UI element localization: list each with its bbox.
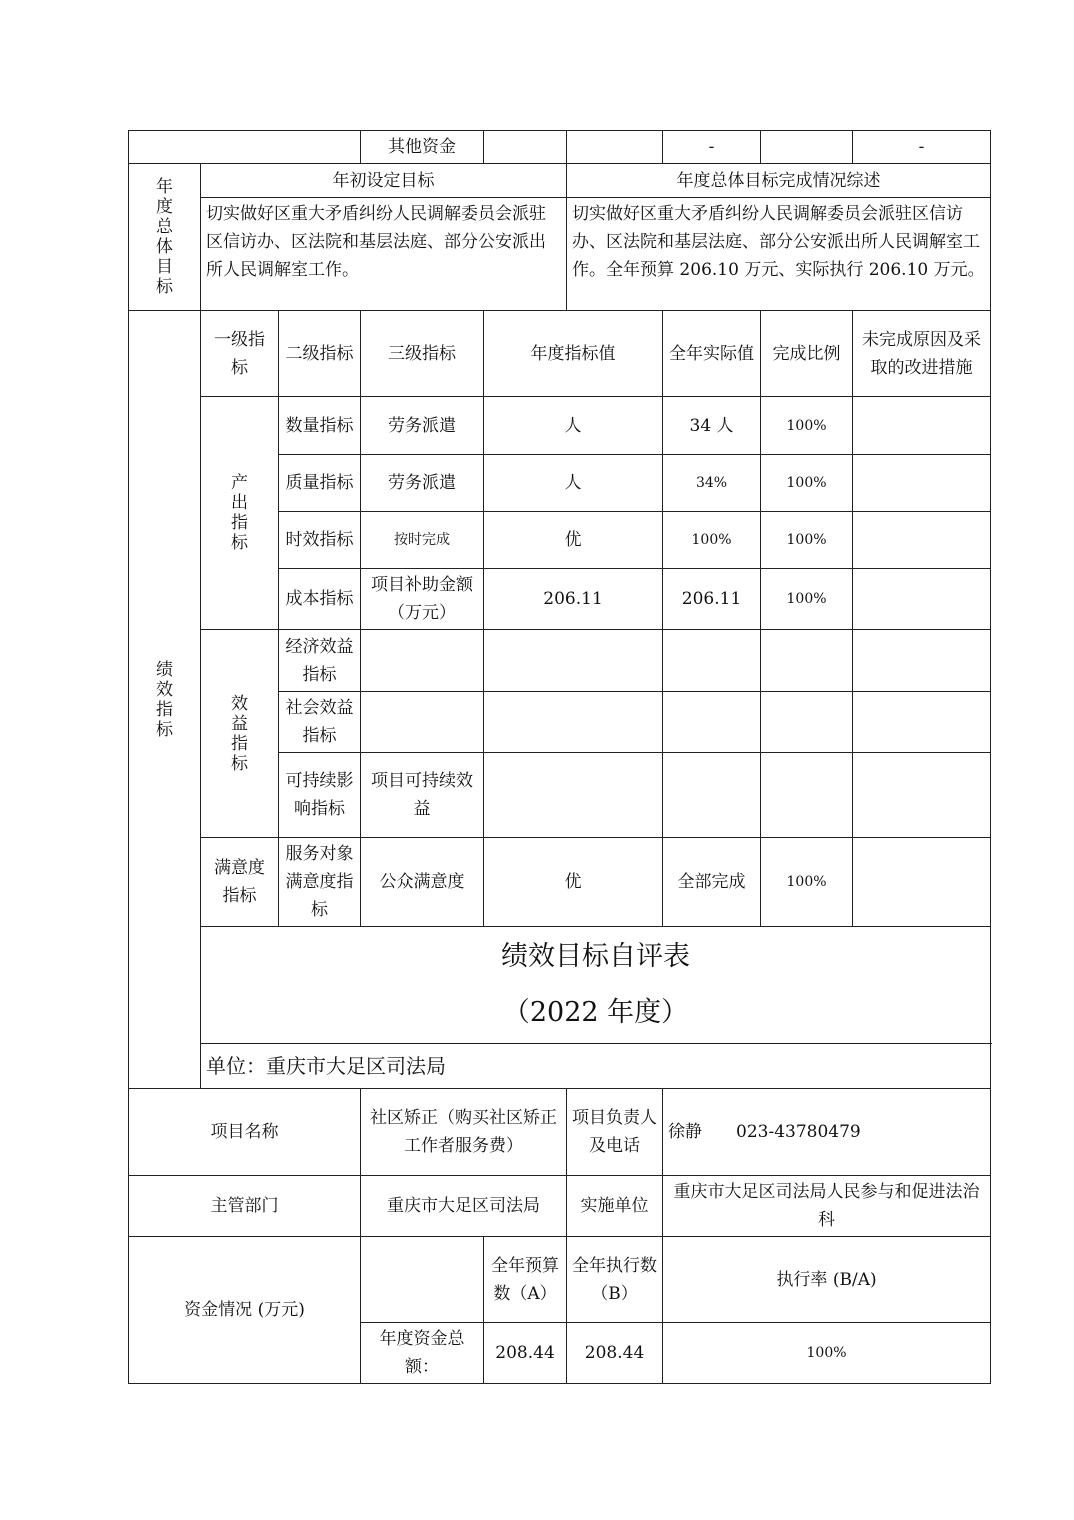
actual-cell: [663, 630, 761, 692]
ratio-cell: 100%: [761, 569, 853, 630]
actual-cell: 34 人: [663, 397, 761, 455]
level2-cell: 服务对象满意度指标: [279, 838, 361, 927]
target-cell: [484, 630, 663, 692]
reason-cell: [853, 455, 991, 512]
goal-header-left: 年初设定目标: [201, 164, 567, 198]
actual-cell: 全部完成: [663, 838, 761, 927]
ratio-cell: 100%: [761, 455, 853, 512]
ratio-cell: [761, 692, 853, 753]
empty-cell: [129, 131, 361, 164]
target-cell: 人: [484, 397, 663, 455]
level2-cell: 数量指标: [279, 397, 361, 455]
dept-label: 主管部门: [129, 1176, 361, 1237]
target-cell: 人: [484, 455, 663, 512]
target-cell: [484, 753, 663, 838]
project-name: 社区矫正（购买社区矫正工作者服务费）: [361, 1089, 567, 1176]
empty-cell: [761, 131, 853, 164]
level2-cell: 经济效益指标: [279, 630, 361, 692]
goal-side-label: 年 度 总 体 目 标: [129, 164, 201, 311]
reason-cell: [853, 838, 991, 927]
ratio-cell: 100%: [761, 838, 853, 927]
target-cell: 优: [484, 838, 663, 927]
total-label: 年度资金总额：: [361, 1323, 484, 1384]
budget-label: 全年预算数（A）: [484, 1237, 567, 1323]
goal-header-right: 年度总体目标完成情况综述: [567, 164, 991, 198]
header-level1: 一级指标: [201, 311, 279, 397]
other-funds-dash: -: [853, 131, 991, 164]
impl-label: 实施单位: [567, 1176, 663, 1237]
perf-side-label: 绩 效 指 标: [129, 311, 201, 1089]
impl-value: 重庆市大足区司法局人民参与和促进法治科: [663, 1176, 991, 1237]
actual-cell: [663, 692, 761, 753]
unit-label: 单位：重庆市大足区司法局: [201, 1044, 991, 1089]
owner-label: 项目负责人及电话: [567, 1089, 663, 1176]
actual-cell: 100%: [663, 512, 761, 569]
form-title: 绩效目标自评表: [501, 941, 691, 972]
header-reason: 未完成原因及采取的改进措施: [853, 311, 991, 397]
self-evaluation-table: [128, 130, 991, 1384]
rate-label: 执行率 (B/A): [663, 1237, 991, 1323]
output-indicator-label: 产 出 指 标: [201, 397, 279, 630]
project-name-label: 项目名称: [129, 1089, 361, 1176]
reason-cell: [853, 512, 991, 569]
goal-left-text: 切实做好区重大矛盾纠纷人民调解委员会派驻区信访办、区法院和基层法庭、部分公安派出所人民调解室工作。: [201, 198, 567, 311]
actual-cell: 34%: [663, 455, 761, 512]
target-cell: [484, 692, 663, 753]
header-level2: 二级指标: [279, 311, 361, 397]
ratio-cell: 100%: [761, 397, 853, 455]
header-actual: 全年实际值: [663, 311, 761, 397]
ratio-cell: [761, 753, 853, 838]
header-level3: 三级指标: [361, 311, 484, 397]
level3-cell: [361, 630, 484, 692]
funds-label: 资金情况 (万元): [129, 1237, 361, 1384]
target-cell: 206.11: [484, 569, 663, 630]
reason-cell: [853, 630, 991, 692]
form-year: （2022 年度）: [502, 997, 689, 1028]
level2-cell: 质量指标: [279, 455, 361, 512]
owner-value: 徐静 023-43780479: [663, 1089, 991, 1176]
form-title-cell: [201, 927, 991, 1044]
actual-cell: 206.11: [663, 569, 761, 630]
level3-cell: 项目补助金额（万元）: [361, 569, 484, 630]
satisfaction-indicator-label: 满意度指标: [201, 838, 279, 927]
exec-label: 全年执行数（B）: [567, 1237, 663, 1323]
rate-value: 100%: [663, 1323, 991, 1384]
other-funds-dash: -: [663, 131, 761, 164]
target-cell: 优: [484, 512, 663, 569]
other-funds-label: 其他资金: [361, 131, 484, 164]
reason-cell: [853, 753, 991, 838]
level3-cell: 按时完成: [361, 512, 484, 569]
reason-cell: [853, 692, 991, 753]
ratio-cell: 100%: [761, 512, 853, 569]
budget-value: 208.44: [484, 1323, 567, 1384]
header-target: 年度指标值: [484, 311, 663, 397]
actual-cell: [663, 753, 761, 838]
reason-cell: [853, 569, 991, 630]
empty-cell: [484, 131, 567, 164]
level2-cell: 成本指标: [279, 569, 361, 630]
ratio-cell: [761, 630, 853, 692]
level3-cell: [361, 692, 484, 753]
goal-right-text: 切实做好区重大矛盾纠纷人民调解委员会派驻区信访办、区法院和基层法庭、部分公安派出所人民调解室工作。全年预算 206.10 万元、实际执行 206.10 万元。: [567, 198, 991, 311]
dept-value: 重庆市大足区司法局: [361, 1176, 567, 1237]
level3-cell: 劳务派遣: [361, 455, 484, 512]
level2-cell: 社会效益指标: [279, 692, 361, 753]
empty-cell: [361, 1237, 484, 1323]
level2-cell: 时效指标: [279, 512, 361, 569]
level2-cell: 可持续影响指标: [279, 753, 361, 838]
empty-cell: [567, 131, 663, 164]
reason-cell: [853, 397, 991, 455]
header-ratio: 完成比例: [761, 311, 853, 397]
benefit-indicator-label: 效 益 指 标: [201, 630, 279, 838]
level3-cell: 项目可持续效益: [361, 753, 484, 838]
level3-cell: 劳务派遣: [361, 397, 484, 455]
level3-cell: 公众满意度: [361, 838, 484, 927]
exec-value: 208.44: [567, 1323, 663, 1384]
